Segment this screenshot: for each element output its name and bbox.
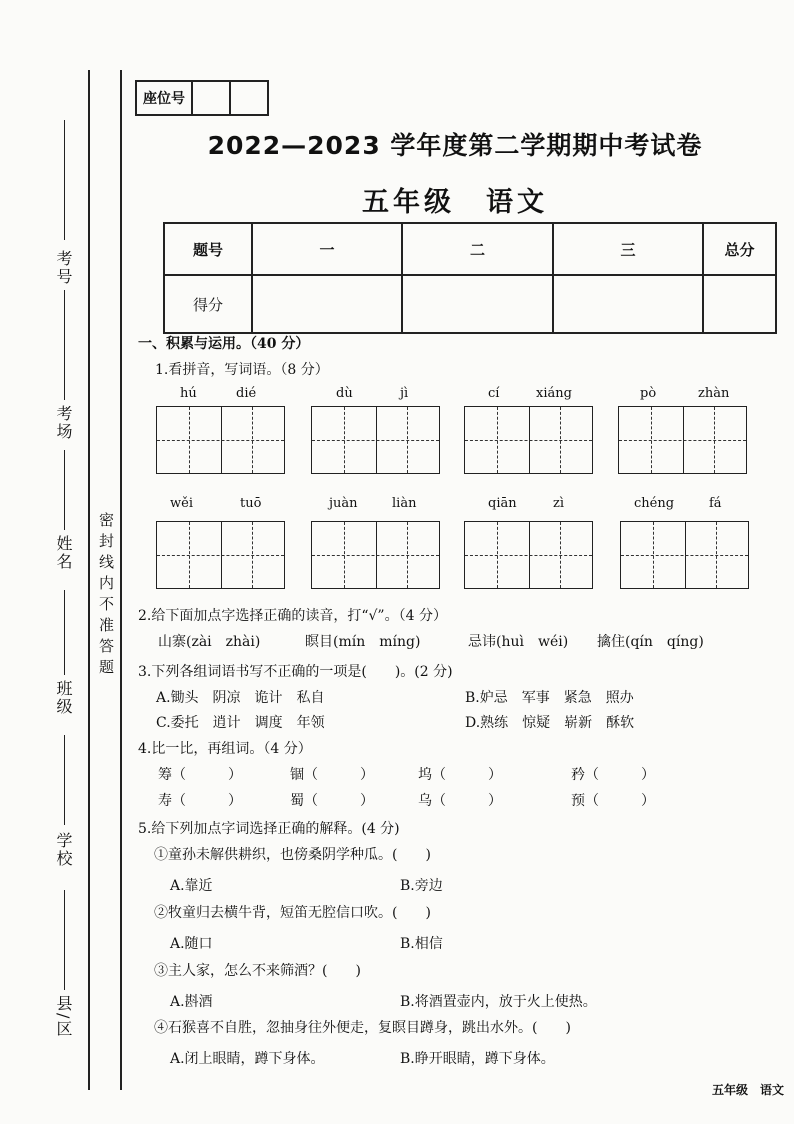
pinyin-label: zhàn bbox=[698, 386, 730, 401]
county-label: 县/区 bbox=[54, 995, 73, 1039]
q3-option-a[interactable]: A.锄头 阴凉 诡计 私自 bbox=[156, 690, 325, 706]
writing-grid[interactable] bbox=[620, 521, 749, 589]
pinyin-label: juàn bbox=[329, 496, 358, 511]
pinyin-label: dié bbox=[236, 386, 257, 401]
name-field[interactable] bbox=[64, 450, 65, 530]
exam-subtitle: 五年级 语文 bbox=[362, 187, 548, 218]
q5-sentence: ①童孙未解供耕织，也傍桑阴学种瓜。( ) bbox=[154, 847, 431, 863]
binding-line-inner bbox=[120, 70, 122, 1090]
q2-option[interactable]: 擒住(qín qíng) bbox=[597, 634, 704, 650]
pinyin-label: chéng bbox=[634, 496, 675, 511]
q5-option[interactable]: A.靠近 bbox=[170, 878, 213, 894]
score-row-label: 得分 bbox=[164, 275, 252, 333]
score-cell[interactable] bbox=[553, 275, 703, 333]
q3-option-d[interactable]: D.熟练 惊疑 崭新 酥软 bbox=[465, 715, 635, 731]
score-cell[interactable] bbox=[703, 275, 776, 333]
question-2-title: 2.给下面加点字选择正确的读音，打“√”。（4 分） bbox=[138, 608, 447, 624]
q5-option[interactable]: A.随口 bbox=[170, 936, 213, 952]
pinyin-label: cí bbox=[488, 386, 500, 401]
class-field[interactable] bbox=[64, 590, 65, 675]
q5-option[interactable]: A.斟酒 bbox=[170, 994, 213, 1010]
q4-blank[interactable]: 寿（ ） bbox=[158, 793, 242, 809]
pinyin-label: dù bbox=[336, 386, 353, 401]
q4-blank[interactable]: 预（ ） bbox=[571, 793, 655, 809]
pinyin-label: hú bbox=[180, 386, 197, 401]
section-title: 一、积累与运用。（40 分） bbox=[138, 336, 310, 352]
q4-blank[interactable]: 矜（ ） bbox=[571, 767, 655, 783]
seat-number-box bbox=[135, 80, 269, 116]
pinyin-label: liàn bbox=[392, 496, 417, 511]
question-1-title: 1.看拼音，写词语。（8 分） bbox=[155, 362, 329, 378]
writing-grid[interactable] bbox=[464, 406, 593, 474]
q5-option[interactable]: B.将酒置壶内，放于火上使热。 bbox=[400, 994, 597, 1010]
score-header-cell: 二 bbox=[402, 223, 553, 275]
score-cell[interactable] bbox=[402, 275, 553, 333]
q5-sentence: ②牧童归去横牛背，短笛无腔信口吹。( ) bbox=[154, 905, 431, 921]
writing-grid[interactable] bbox=[156, 406, 285, 474]
seat-number-cell-2[interactable] bbox=[230, 81, 268, 115]
q5-option[interactable]: B.睁开眼睛，蹲下身体。 bbox=[400, 1051, 555, 1067]
pinyin-label: tuō bbox=[240, 496, 262, 511]
q4-blank[interactable]: 坞（ ） bbox=[418, 767, 502, 783]
writing-grid[interactable] bbox=[618, 406, 747, 474]
exam-number-label: 考号 bbox=[54, 250, 73, 286]
q5-option[interactable]: A.闭上眼睛，蹲下身体。 bbox=[170, 1051, 325, 1067]
score-header-cell: 总分 bbox=[703, 223, 776, 275]
pinyin-label: fá bbox=[709, 496, 722, 511]
question-4-title: 4.比一比，再组词。（4 分） bbox=[138, 741, 312, 757]
q5-sentence: ③主人家，怎么不来筛酒？( ) bbox=[154, 963, 361, 979]
county-field[interactable] bbox=[64, 890, 65, 990]
exam-room-label: 考场 bbox=[54, 405, 73, 441]
exam-room-field[interactable] bbox=[64, 290, 65, 400]
score-header-cell: 一 bbox=[252, 223, 402, 275]
pinyin-label: pò bbox=[640, 386, 657, 401]
question-3-title: 3.下列各组词语书写不正确的一项是( )。(2 分) bbox=[138, 664, 453, 680]
page-footer: 五年级 语文 bbox=[712, 1083, 785, 1097]
writing-grid[interactable] bbox=[311, 406, 440, 474]
writing-grid[interactable] bbox=[311, 521, 440, 589]
seat-number-cell-1[interactable] bbox=[192, 81, 230, 115]
writing-grid[interactable] bbox=[156, 521, 285, 589]
writing-grid[interactable] bbox=[464, 521, 593, 589]
q2-option[interactable]: 山寨(zài zhài) bbox=[158, 634, 261, 650]
q2-option[interactable]: 瞑目(mín míng) bbox=[305, 634, 421, 650]
q5-sentence: ④石猴喜不自胜，忽抽身往外便走，复瞑目蹲身，跳出水外。( ) bbox=[154, 1020, 571, 1036]
pinyin-label: qiān bbox=[488, 496, 517, 511]
pinyin-label: xiáng bbox=[536, 386, 572, 401]
score-table bbox=[163, 222, 777, 334]
school-field[interactable] bbox=[64, 735, 65, 825]
binding-line-outer bbox=[88, 70, 90, 1090]
name-label: 姓名 bbox=[54, 535, 73, 571]
q3-option-b[interactable]: B.妒忌 军事 紧急 照办 bbox=[465, 690, 634, 706]
pinyin-label: jì bbox=[400, 386, 409, 401]
score-cell[interactable] bbox=[252, 275, 402, 333]
pinyin-label: wěi bbox=[170, 496, 193, 511]
q4-blank[interactable]: 乌（ ） bbox=[418, 793, 502, 809]
q4-blank[interactable]: 锢（ ） bbox=[290, 767, 374, 783]
score-header-cell: 三 bbox=[553, 223, 703, 275]
pinyin-label: zì bbox=[553, 496, 565, 511]
question-5-title: 5.给下列加点字词选择正确的解释。(4 分) bbox=[138, 821, 400, 837]
q4-blank[interactable]: 蜀（ ） bbox=[290, 793, 374, 809]
seal-notice: 密封线内不准答题 bbox=[97, 512, 115, 680]
q2-option[interactable]: 忌讳(huì wéi) bbox=[468, 634, 569, 650]
exam-number-field[interactable] bbox=[64, 120, 65, 240]
class-label: 班级 bbox=[54, 680, 73, 716]
seat-number-label: 座位号 bbox=[136, 81, 192, 115]
q3-option-c[interactable]: C.委托 逍计 调度 年领 bbox=[156, 715, 325, 731]
exam-title: 2022—2023 学年度第二学期期中考试卷 bbox=[207, 131, 703, 160]
score-header-cell: 题号 bbox=[164, 223, 252, 275]
school-label: 学校 bbox=[54, 832, 73, 868]
q4-blank[interactable]: 筹（ ） bbox=[158, 767, 242, 783]
q5-option[interactable]: B.相信 bbox=[400, 936, 443, 952]
q5-option[interactable]: B.旁边 bbox=[400, 878, 443, 894]
